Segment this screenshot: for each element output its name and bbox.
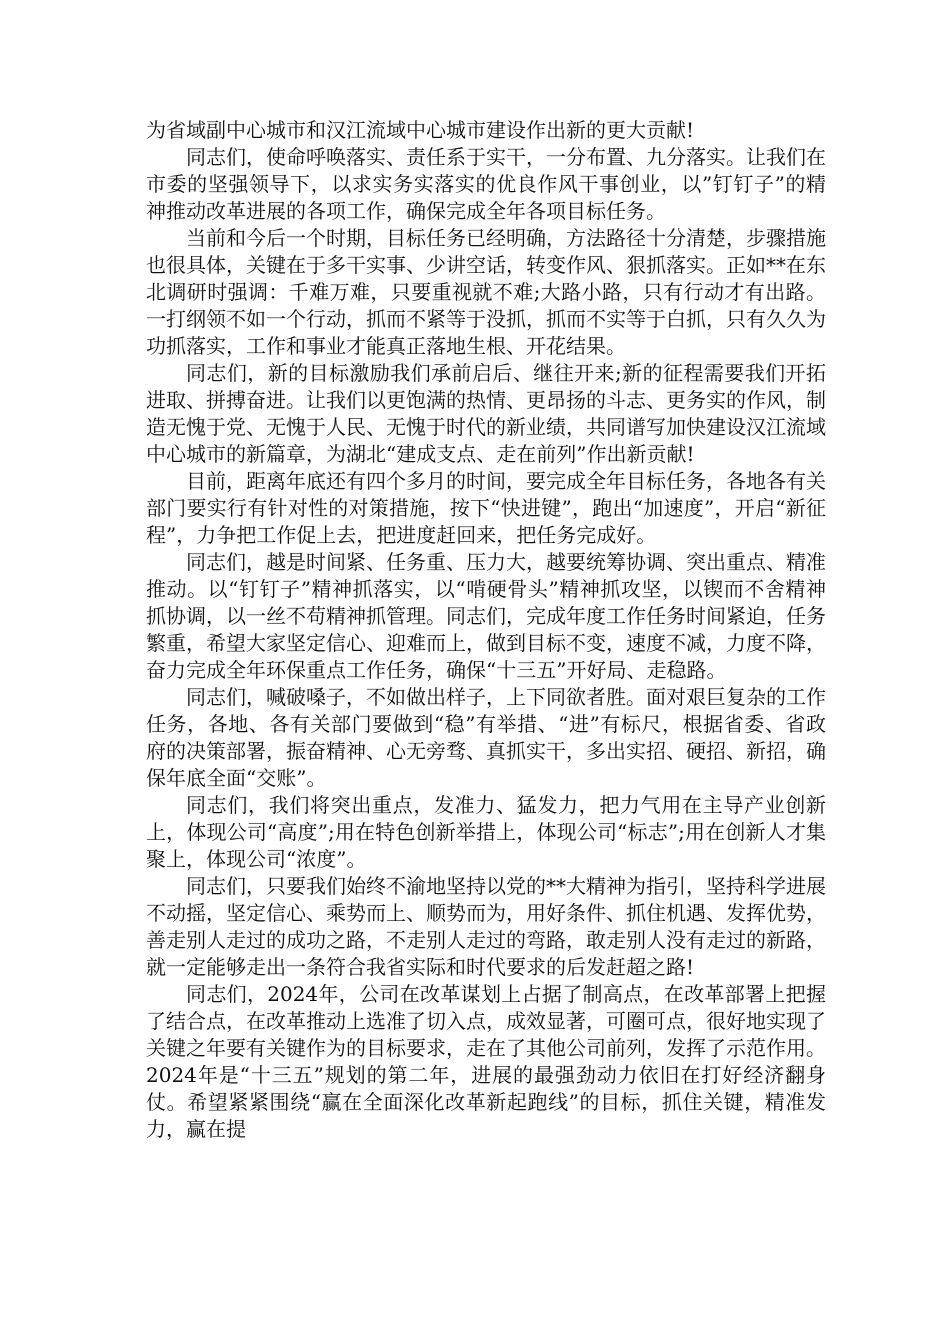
paragraph-1: 为省域副中心城市和汉江流域中心城市建设作出新的更大贡献! (146, 118, 695, 142)
paragraph-4: 同志们，新的目标激励我们承前启后、继往开来;新的征程需要我们开拓进取、拼搏奋进。让我们以更饱满的热情、更昂扬的斗志、更务实的作风，制造无愧于党、无愧于人民、无愧于时代的新业绩，共同谱写加快建设汉江流域中心城市的新篇章，为湖北“建成支点、走在前列”作出新贡献! (146, 361, 826, 466)
paragraph-8: 同志们，我们将突出重点，发准力、猛发力，把力气用在主导产业创新上，体现公司“高度”;用在特色创新举措上，体现公司“标志”;用在创新人才集聚上，体现公司“浓度”。 (146, 793, 826, 871)
paragraph-3: 当前和今后一个时期，目标任务已经明确，方法路径十分清楚，步骤措施也很具体，关键在于多干实事、少讲空话，转变作风、狠抓落实。正如**在东北调研时强调：千难万难，只要重视就不难;大路小路，只有行动才有出路。一打纲领不如一个行动，抓而不紧等于没抓，抓而不实等于白抓，只有久久为功抓落实，工作和事业才能真正落地生根、开花结果。 (146, 226, 826, 358)
document-body (146, 117, 826, 1143)
paragraph-10: 同志们，2024年，公司在改革谋划上占据了制高点，在改革部署上把握了结合点，在改革推动上选准了切入点，成效显著，可圈可点，很好地实现了关键之年要有关键作为的目标要求，走在了其他公司前列，发挥了示范作用。2024年是“十三五”规划的第二年，进展的最强劲动力依旧在打好经济翻身仗。希望紧紧围绕“赢在全面深化改革新起跑线”的目标，抓住关键，精准发力，赢在提 (146, 982, 826, 1141)
paragraph-7: 同志们，喊破嗓子，不如做出样子，上下同欲者胜。面对艰巨复杂的工作任务，各地、各有关部门要做到“稳”有举措、“进”有标尺，根据省委、省政府的决策部署，振奋精神、心无旁骛、真抓实干，多出实招、硬招、新招，确保年底全面“交账”。 (146, 685, 826, 790)
paragraph-9: 同志们，只要我们始终不渝地坚持以党的**大精神为指引，坚持科学进展不动摇，坚定信心、乘势而上、顺势而为，用好条件、抓住机遇、发挥优势，善走别人走过的成功之路，不走别人走过的弯路，敢走别人没有走过的新路，就一定能够走出一条符合我省实际和时代要求的后发赶超之路! (146, 874, 826, 979)
paragraph-6: 同志们，越是时间紧、任务重、压力大，越要统筹协调、突出重点、精准推动。以“钉钉子”精神抓落实，以“啃硬骨头”精神抓攻坚，以锲而不舍精神抓协调，以一丝不苟精神抓管理。同志们，完成年度工作任务时间紧迫，任务繁重，希望大家坚定信心、迎难而上，做到目标不变，速度不减，力度不降，奋力完成全年环保重点工作任务，确保“十三五”开好局、走稳路。 (146, 550, 826, 682)
paragraph-2: 同志们，使命呼唤落实、责任系于实干，一分布置、九分落实。让我们在市委的坚强领导下，以求实务实落实的优良作风干事创业，以”钉钉子”的精神推动改革进展的各项工作，确保完成全年各项目标任务。 (146, 145, 826, 223)
paragraph-5: 目前，距离年底还有四个多月的时间，要完成全年目标任务，各地各有关部门要实行有针对性的对策措施，按下“快进键”，跑出“加速度”，开启“新征程”，力争把工作促上去，把进度赶回来，把任务完成好。 (146, 469, 826, 547)
